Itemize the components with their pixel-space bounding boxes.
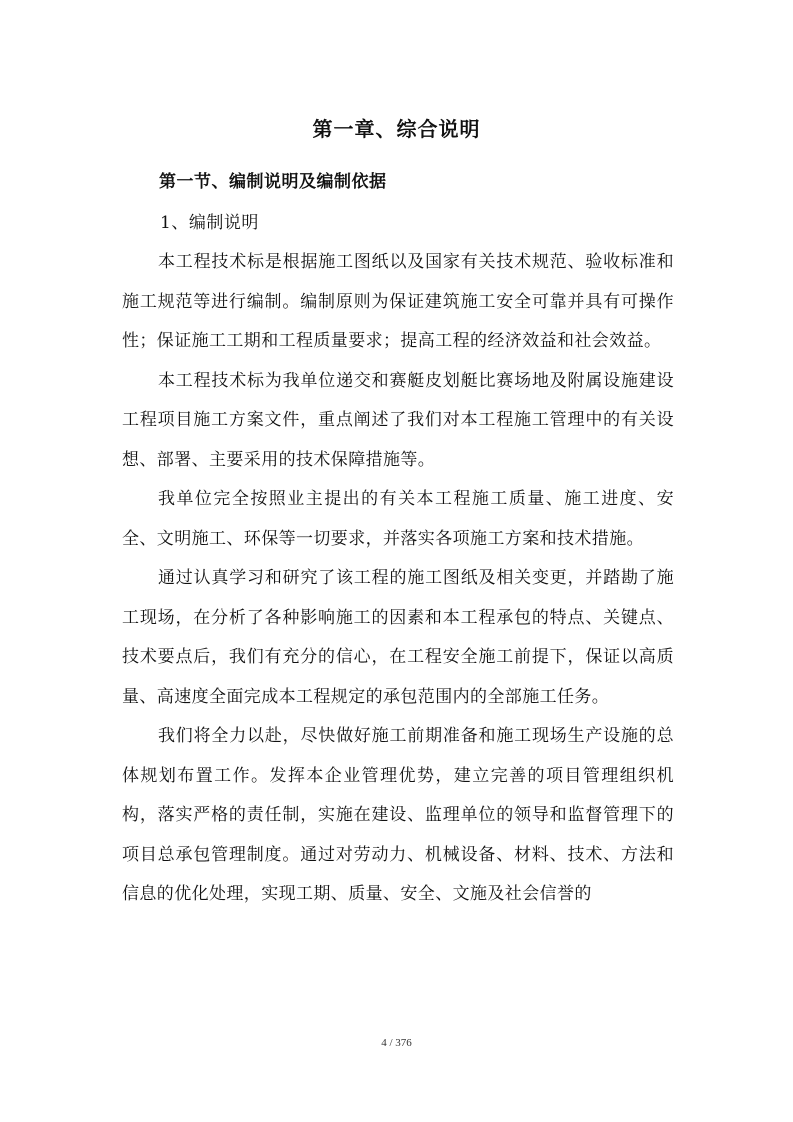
- chapter-title: 第一章、综合说明: [312, 117, 481, 141]
- paragraph: 本工程技术标是根据施工图纸以及国家有关技术规范、验收标准和施工规范等进行编制。编制原则为保证建筑施工安全可靠并具有可操作性；保证施工工期和工程质量要求；提高工程的经济效益和社会效益。: [122, 252, 674, 351]
- paragraph: 本工程技术标为我单位递交和赛艇皮划艇比赛场地及附属设施建设工程项目施工方案文件，重点阐述了我们对本工程施工管理中的有关设想、部署、主要采用的技术保障措施等。: [122, 370, 674, 470]
- body-text: [122, 243, 674, 915]
- page-number: 4 / 376: [381, 1037, 412, 1049]
- subsection-title: 1、编制说明: [160, 213, 259, 233]
- paragraph: 我单位完全按照业主提出的有关本工程施工质量、施工进度、安全、文明施工、环保等一切要求，并落实各项施工方案和技术措施。: [122, 489, 674, 549]
- paragraph: 通过认真学习和研究了该工程的施工图纸及相关变更，并踏勘了施工现场，在分析了各种影响施工的因素和本工程承包的特点、关键点、技术要点后，我们有充分的信心，在工程安全施工前提下，保证以高质量、高速度全面完成本工程规定的承包范围内的全部施工任务。: [122, 568, 674, 707]
- section-title: 第一节、编制说明及编制依据: [159, 172, 387, 192]
- paragraph: 我们将全力以赴，尽快做好施工前期准备和施工现场生产设施的总体规划布置工作。发挥本企业管理优势，建立完善的项目管理组织机构，落实严格的责任制，实施在建设、监理单位的领导和监督管理下的项目总承包管理制度。通过对劳动力、机械设备、材料、技术、方法和信息的优化处理，实现工期、质量、安全、文施及社会信誉的: [122, 726, 674, 904]
